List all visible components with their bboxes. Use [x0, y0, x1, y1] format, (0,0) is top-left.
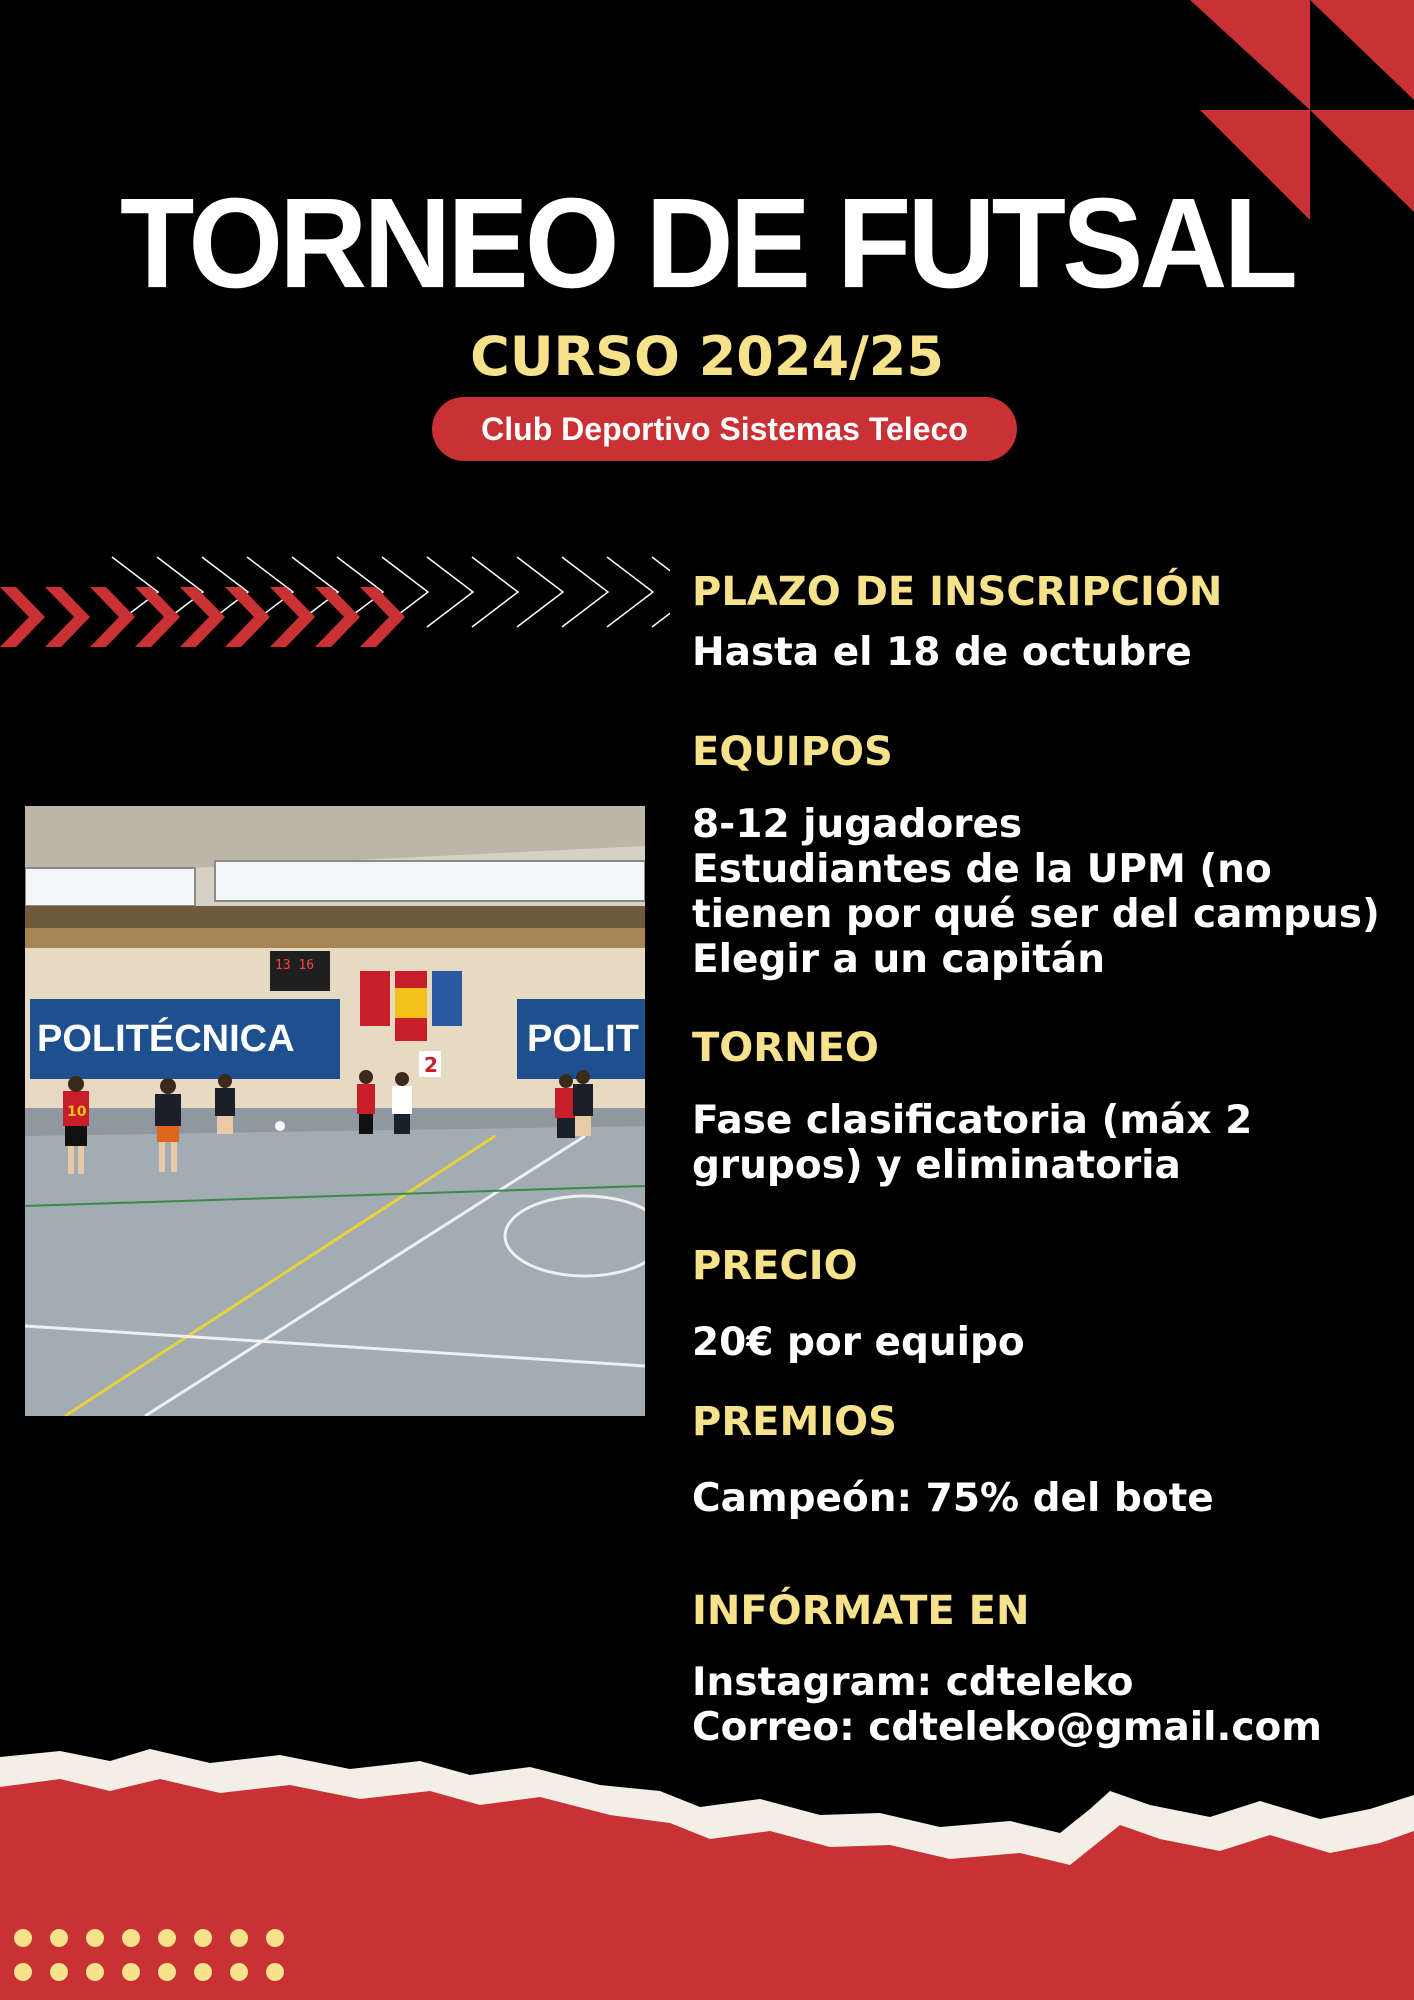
torneo-line-2: grupos) y eliminatoria [692, 1143, 1181, 1188]
banner-right-text: POLIT [527, 1018, 639, 1060]
club-badge: Club Deportivo Sistemas Teleco [432, 397, 1017, 461]
dot-icon [230, 1963, 248, 1981]
dot-pattern-icon [10, 1926, 310, 1990]
chevron-red-icon [315, 587, 360, 647]
chevron-red-icon [270, 587, 315, 647]
dot-icon [122, 1963, 140, 1981]
dot-icon [86, 1963, 104, 1981]
chevron-outline-icon [472, 557, 518, 627]
dot-icon [86, 1929, 104, 1947]
dot-icon [50, 1929, 68, 1947]
inscripcion-text: Hasta el 18 de octubre [692, 630, 1192, 675]
contacto-heading: INFÓRMATE EN [692, 1588, 1030, 1634]
dot-icon [122, 1929, 140, 1947]
chevron-arrows-icon [0, 555, 670, 665]
chevron-outline-icon [517, 557, 563, 627]
precio-heading: PRECIO [692, 1243, 858, 1289]
chevron-red-icon [180, 587, 225, 647]
chevron-red-icon [0, 587, 45, 647]
dot-icon [230, 1929, 248, 1947]
dot-icon [14, 1929, 32, 1947]
equipos-line-3: tienen por qué ser del campus) [692, 892, 1380, 937]
equipos-heading: EQUIPOS [692, 729, 893, 775]
inscripcion-heading: PLAZO DE INSCRIPCIÓN [692, 569, 1223, 615]
premios-text: Campeón: 75% del bote [692, 1476, 1214, 1521]
contacto-email: Correo: cdteleko@gmail.com [692, 1705, 1322, 1750]
dot-icon [158, 1963, 176, 1981]
banner-left-text: POLITÉCNICA [37, 1018, 295, 1060]
equipos-line-4: Elegir a un capitán [692, 937, 1106, 982]
precio-text: 20€ por equipo [692, 1320, 1025, 1365]
equipos-line-1: 8-12 jugadores [692, 802, 1023, 847]
equipos-line-2: Estudiantes de la UPM (no [692, 847, 1272, 892]
jersey-number: 10 [67, 1104, 87, 1120]
dot-icon [50, 1963, 68, 1981]
chevron-red-icon [135, 587, 180, 647]
dot-icon [266, 1963, 284, 1981]
chevron-outline-icon [562, 557, 608, 627]
chevron-red-icon [225, 587, 270, 647]
scoreboard-text: 13 16 [275, 958, 315, 973]
court-number: 2 [424, 1053, 438, 1077]
chevron-red-icon [360, 587, 405, 647]
dot-icon [158, 1929, 176, 1947]
dot-icon [14, 1963, 32, 1981]
ball-icon [275, 1121, 285, 1131]
dot-icon [194, 1929, 212, 1947]
torneo-line-1: Fase clasificatoria (máx 2 [692, 1098, 1253, 1143]
dot-icon [194, 1963, 212, 1981]
chevron-outline-icon [607, 557, 653, 627]
poster-title: TORNEO DE FUTSAL [119, 171, 1295, 315]
premios-heading: PREMIOS [692, 1399, 897, 1445]
dot-icon [266, 1929, 284, 1947]
contacto-instagram: Instagram: cdteleko [692, 1660, 1134, 1705]
chevron-red-icon [90, 587, 135, 647]
chevron-outline-icon [652, 557, 670, 627]
chevron-red-icon [45, 587, 90, 647]
futsal-court-photo [25, 806, 645, 1416]
chevron-outline-icon [427, 557, 473, 627]
season-subtitle: CURSO 2024/25 [470, 325, 944, 388]
torneo-heading: TORNEO [692, 1025, 879, 1071]
